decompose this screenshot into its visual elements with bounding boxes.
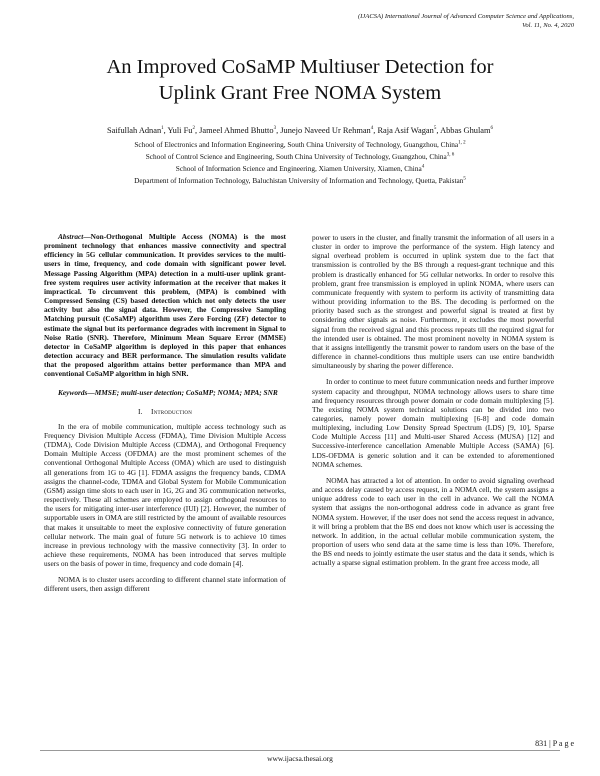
left-column <box>44 232 286 601</box>
journal-volume: Vol. 11, No. 4, 2020 <box>522 22 574 29</box>
paragraph: NOMA has attracted a lot of attention. In order to avoid signaling overhead and access delay caused by access request, in a NOMA cell, the system assigns a unique address code to each user in the cell in advance. We call the NOMA system that assigns the non-orthogonal address code in advance as grant free NOMA system. However, if the user does not send the access request in advance, it will bring a problem that the BS end does not know which user is accessing the network. In addition, in the actual cellular mobile communication system, the proportion of users who send data at the same time is less than 10%. Therefore, the BS end needs to jointly estimate the user status and the data it sends, which is actually a sparse signal estimation problem. In the grant free access mode, all <box>312 475 554 568</box>
abstract <box>44 232 286 379</box>
paragraph: In the era of mobile communication, multiple access technology such as Frequency Division Multiple Access (FDMA), Time Division Multiple Access (TDMA), Code Division Multiple Access (CDMA), and Orthogonal Frequency Domain Multiple Access (OFDMA) are the most prominent schemes of the conventional Orthogonal Multiple Access (OMA) which are used to distinguish all generations from 1G to 4G [1]. FDMA assigns the frequency bands, CDMA assigns the channel-code, TDMA and Global System for Mobile Communication (GSM) assign time slots to each user in 1G, 2G and 3G communication networks, respectively. These all schemes are employed to assign orthogonal resources to the users for mitigating inter-user interference (IUI) [2]. However, the number of supportable users in OMA are still restricted by the amount of available resources that makes it unsuitable to meet the explosive connectivity of future generation cellular network. The main goal of future 5G network is to achieve 10 times increase in previous technology with the massive connectivity [3]. In order to achieve these requirements, NOMA has been introduced that serves multiple users on the basis of power in time, frequency and code domain [4]. <box>44 421 286 569</box>
author-2: Yuli Fu$^2$ <box>167 126 195 135</box>
section-number: I. <box>137 406 143 416</box>
abstract-text: —Non-Orthogonal Multiple Access (NOMA) is the most prominent technology that enhances massive connectivity and spectral efficiency in 5G cellular communication. It provides services to the multi-users in time, frequency, and code domain with significant power level. Message Passing Algorithm (MPA) detection in a multi-user uplink grant-free system requires user activity information at the receiver that makes it impractical. To circumvent this problem, (MPA) is combined with Compressed Sensing (CS) based detection which not only detects the user activity but also the signal data. However, the Compressive Sampling Matching pursuit (CoSaMP) algorithm uses Zero Forcing (ZF) detector to estimate the signal but its performance degrades with increment in Signal to Noise Ratio (SNR). Therefore, Minimum Mean Square Error (MMSE) detector in CoSaMP algorithm is deployed in this paper that enhances detection accuracy and BER performance. The simulation results validate that the proposed algorithm attains better performance than MPA and conventional CoSaMP algorithm in high SNR. <box>44 232 286 379</box>
abstract-label: Abstract <box>58 232 84 241</box>
author-3: Jameel Ahmed Bhutto$^3$ <box>199 126 277 135</box>
section-title: Introduction <box>151 406 193 416</box>
paragraph: NOMA is to cluster users according to different channel state information of different users, then assign different <box>44 575 286 594</box>
paper-title <box>0 54 600 106</box>
title-line-2: Uplink Grant Free NOMA System <box>158 82 442 104</box>
author-1: Saifullah Adnan$^1$ <box>106 126 164 135</box>
footer-divider <box>40 750 560 751</box>
affiliation-1: School of Electronics and Information Engineering, South China University of Technology, Guangzhou, China$^{1, 2}$ <box>134 140 466 149</box>
journal-url: www.ijacsa.thesai.org <box>267 754 333 763</box>
affiliation-2: School of Control Science and Engineering, South China University of Technology, Guangzhou, China$^{3, 6}$ <box>145 152 455 161</box>
section-heading-introduction <box>44 407 286 416</box>
author-6: Abbas Ghulam$^6$ <box>440 126 494 135</box>
affiliation-3: School of Information Science and Engineering, Xiamen University, Xiamen, China$^4$ <box>175 164 425 173</box>
author-4: Junejo Naveed Ur Rehman$^4$ <box>280 126 374 135</box>
author-5: Raja Asif Wagan$^5$ <box>377 126 437 135</box>
author-list: Saifullah Adnan$^1$, Yuli Fu$^2$, Jameel Ahmed Bhutto$^3$, Junejo Naveed Ur Rehman$^4$, Raja Asif Wagan$^5$, Abbas Ghulam$^6$ <box>106 126 494 135</box>
paragraph: power to users in the cluster, and finally transmit the information of all users in a cluster in order to improve the performance of the system. High latency and signal overhead problem is occurred in uplink system due to the fact that transmission is controlled by the BS through a request-grant technique and this problem is drastically enhanced for 5G cellular networks. In order to resolve this problem, grant free transmission is employed in uplink NOMA, where users can communicate frequently with system to perform its activity of transmitting data without providing information to the BS. The decoding is performed on the priority based such as the strongest and powerful signal is treated at first by considering other signals as noise. Furthermore, it excludes the most powerful signal from the received signal and this process repeats till the required signal for the intended user is obtained. The most prominent novelty in NOMA system is that it assigns intelligently the transmit power to random users on the base of the difference in channel-conditions thus multiple users can use entire bandwidth simultaneously by sharing the power difference. <box>312 233 554 371</box>
journal-header <box>358 12 574 30</box>
title-line-1: An Improved CoSaMP Multiuser Detection for <box>106 56 494 78</box>
page-number: 831 | P a g e <box>535 739 574 748</box>
affiliation-list <box>20 139 580 187</box>
right-column <box>312 233 554 574</box>
journal-name: (IJACSA) International Journal of Advanced Computer Science and Applications, <box>357 13 574 20</box>
keywords: Keywords—MMSE; multi-user detection; CoSaMP; NOMA; MPA; SNR <box>58 387 278 397</box>
paragraph: In order to continue to meet future communication needs and further improve system capacity and throughput, NOMA technology allows users to share time and frequency resources through power domain or code domain multiplexing [5]. The existing NOMA system technical solutions can be divided into two categories, namely power domain multiplexing [6-8] and code domain multiplexing, including Low Density Spread Spectrum (LDS) [9, 10], Sparse Code Multiple Access [11] and Multi-user Shared Access (MUSA) [12] and Successive-interference cancellation Amenable Multiple Access (SAMA) [6]. LDS-OFDMA is generic solution and it can be extended to aforementioned NOMA schemes. <box>312 377 554 469</box>
affiliation-4: Department of Information Technology, Baluchistan University of Information and Technology, Quetta, Pakistan$^5$ <box>134 176 466 185</box>
